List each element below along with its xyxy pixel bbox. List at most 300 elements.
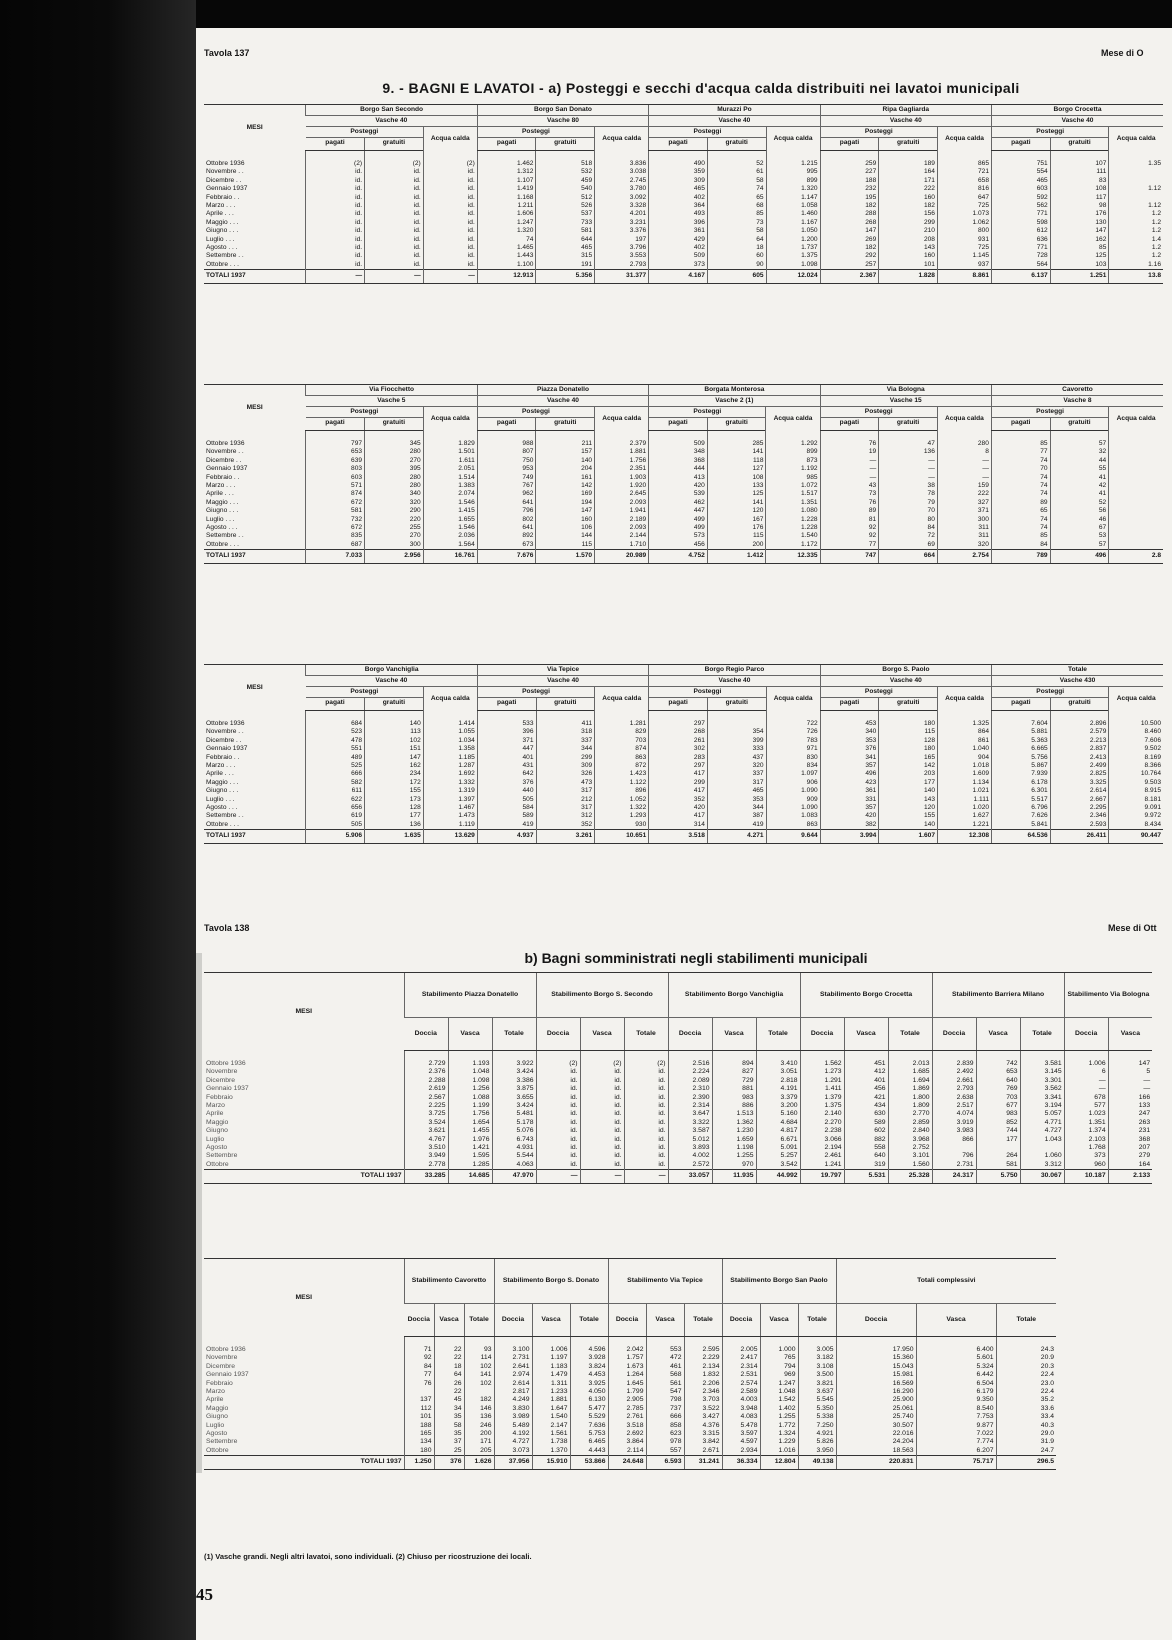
- total-cell: 2.367: [820, 270, 879, 283]
- table-row: [204, 804, 1163, 812]
- value-cell: 906: [766, 779, 820, 787]
- vasca-header: Vasca: [434, 1304, 464, 1337]
- vasca-header: Vasca: [532, 1304, 570, 1337]
- value-cell: 108: [707, 474, 766, 482]
- value-cell: 5.544: [492, 1152, 536, 1160]
- value-cell: 644: [536, 236, 595, 244]
- value-cell: 1.072: [766, 482, 820, 490]
- table-row: [204, 1430, 1056, 1438]
- total-cell: 3.994: [820, 830, 879, 843]
- value-cell: 26: [434, 1380, 464, 1388]
- value-cell: 133: [707, 482, 766, 490]
- value-cell: 417: [649, 770, 708, 778]
- value-cell: id.: [536, 1094, 580, 1102]
- value-cell: 751: [992, 151, 1051, 169]
- total-cell: 13.8: [1109, 270, 1163, 283]
- value-cell: 162: [365, 762, 424, 770]
- value-cell: —: [937, 457, 991, 465]
- value-cell: 280: [365, 474, 424, 482]
- value-cell: id.: [365, 219, 424, 227]
- value-cell: 1.020: [938, 804, 992, 812]
- value-cell: 3.647: [668, 1110, 712, 1118]
- value-cell: 9.503: [1109, 779, 1163, 787]
- value-cell: 165: [879, 754, 938, 762]
- totals-label: TOTALI 1937: [204, 550, 306, 563]
- value-cell: 3.922: [492, 1051, 536, 1069]
- table-row: [204, 1094, 1152, 1102]
- value-cell: 1.215: [766, 151, 820, 169]
- value-cell: 285: [707, 431, 766, 449]
- group-header: Piazza Donatello: [477, 385, 648, 396]
- value-cell: 74: [991, 524, 1050, 532]
- total-cell: 4.937: [477, 830, 536, 843]
- table-row: [204, 1354, 1056, 1362]
- value-cell: 45: [434, 1396, 464, 1404]
- value-cell: 2.093: [595, 524, 649, 532]
- value-cell: 102: [464, 1363, 494, 1371]
- value-cell: 84: [404, 1363, 434, 1371]
- month-cell: Novembre: [206, 1068, 238, 1076]
- value-cell: 732: [306, 516, 365, 524]
- value-cell: 1.255: [760, 1413, 798, 1421]
- value-cell: 368: [649, 457, 708, 465]
- value-cell: 456: [844, 1085, 888, 1093]
- value-cell: 53: [1050, 532, 1109, 540]
- value-cell: 25.900: [836, 1396, 916, 1404]
- value-cell: 2.661: [932, 1077, 976, 1085]
- tavola-137-month-label: Mese di O: [1101, 48, 1144, 58]
- doccia-header: Doccia: [404, 1018, 448, 1051]
- value-cell: 8: [937, 448, 991, 456]
- value-cell: 160: [879, 252, 938, 260]
- value-cell: 3.864: [608, 1438, 646, 1446]
- vasca-header: Vasca: [580, 1018, 624, 1051]
- posteggi-header: Posteggi: [649, 127, 766, 138]
- value-cell: 4.771: [1020, 1119, 1064, 1127]
- value-cell: 2.745: [595, 177, 649, 185]
- value-cell: 2.390: [668, 1094, 712, 1102]
- month-cell: Febbraio: [206, 1379, 233, 1387]
- table-row: [204, 1380, 1056, 1388]
- month-cell: Dicembre . .: [206, 456, 242, 464]
- value-cell: 830: [766, 754, 820, 762]
- table-row: [204, 1152, 1152, 1160]
- value-cell: 5.517: [992, 796, 1051, 804]
- value-cell: 115: [879, 728, 938, 736]
- value-cell: id.: [306, 227, 365, 235]
- value-cell: 7.606: [1109, 737, 1163, 745]
- value-cell: 1.2: [1109, 210, 1163, 218]
- value-cell: 128: [365, 804, 424, 812]
- value-cell: 1.606: [477, 210, 536, 218]
- value-cell: 326: [536, 770, 595, 778]
- value-cell: 2.567: [404, 1094, 448, 1102]
- value-cell: 361: [649, 227, 708, 235]
- value-cell: 6.442: [916, 1371, 996, 1379]
- value-cell: 159: [937, 482, 991, 490]
- value-cell: 3.836: [595, 151, 649, 169]
- table-row: [204, 1396, 1056, 1404]
- value-cell: 611: [306, 787, 365, 795]
- value-cell: id.: [423, 210, 477, 218]
- month-cell: Dicembre: [206, 1362, 236, 1370]
- value-cell: 4.191: [756, 1085, 800, 1093]
- value-cell: 352: [536, 821, 595, 830]
- value-cell: id.: [536, 1110, 580, 1118]
- pagati-header: pagati: [649, 698, 708, 711]
- value-cell: 1.374: [1064, 1127, 1108, 1135]
- gratuiti-header: gratuiti: [365, 698, 424, 711]
- value-cell: 32: [1050, 448, 1109, 456]
- value-cell: 1.397: [423, 796, 477, 804]
- value-cell: 5.363: [992, 737, 1051, 745]
- value-cell: 5.481: [492, 1110, 536, 1118]
- table-row: [204, 219, 1163, 227]
- gratuiti-header: gratuiti: [536, 418, 595, 431]
- value-cell: 3.200: [756, 1102, 800, 1110]
- value-cell: 562: [992, 202, 1051, 210]
- value-cell: 1.048: [760, 1388, 798, 1396]
- value-cell: 1.043: [1020, 1136, 1064, 1144]
- table-row: [204, 779, 1163, 787]
- totale-header: Totale: [756, 1018, 800, 1051]
- gratuiti-header: gratuiti: [879, 138, 938, 151]
- value-cell: 1.514: [423, 474, 477, 482]
- value-cell: id.: [580, 1102, 624, 1110]
- month-cell: Ottobre: [206, 1446, 229, 1454]
- value-cell: 371: [937, 507, 991, 515]
- value-cell: 76: [404, 1380, 434, 1388]
- value-cell: 2.314: [668, 1102, 712, 1110]
- value-cell: 582: [306, 779, 365, 787]
- value-cell: 320: [365, 499, 424, 507]
- value-cell: 2.051: [423, 465, 477, 473]
- value-cell: 496: [820, 770, 879, 778]
- value-cell: 85: [1050, 244, 1109, 252]
- value-cell: id.: [624, 1102, 668, 1110]
- total-cell: 8.861: [937, 270, 991, 283]
- value-cell: 1.198: [712, 1144, 756, 1152]
- value-cell: 1.462: [477, 151, 536, 169]
- table-row: [204, 194, 1163, 202]
- total-cell: —: [423, 270, 477, 283]
- value-cell: 84: [991, 541, 1050, 550]
- value-cell: 3.562: [1020, 1085, 1064, 1093]
- value-cell: 270: [365, 457, 424, 465]
- value-cell: id.: [306, 244, 365, 252]
- value-cell: 164: [879, 168, 938, 176]
- value-cell: 2.731: [932, 1161, 976, 1170]
- vasca-header: Vasca: [844, 1018, 888, 1051]
- value-cell: 47: [879, 431, 938, 449]
- value-cell: 77: [820, 541, 879, 550]
- value-cell: 354: [707, 728, 766, 736]
- value-cell: 656: [306, 804, 365, 812]
- month-cell: Agosto: [206, 1144, 228, 1152]
- value-cell: 2.189: [595, 516, 649, 524]
- month-cell: Dicembre . .: [206, 176, 242, 184]
- table-row: [204, 1447, 1056, 1456]
- month-cell: Ottobre . . .: [206, 540, 239, 548]
- value-cell: 5.753: [570, 1430, 608, 1438]
- total-cell: 664: [879, 550, 938, 563]
- table-row: [204, 787, 1163, 795]
- value-cell: 1.12: [1109, 202, 1163, 210]
- table-row: [204, 1110, 1152, 1118]
- value-cell: 2.413: [1050, 754, 1109, 762]
- value-cell: 1.055: [423, 728, 477, 736]
- doccia-header: Doccia: [404, 1304, 434, 1337]
- value-cell: 133: [1108, 1102, 1152, 1110]
- value-cell: 165: [404, 1430, 434, 1438]
- value-cell: 1.402: [760, 1405, 798, 1413]
- month-cell: Giugno: [206, 1127, 228, 1135]
- totale-header: Totale: [996, 1304, 1056, 1337]
- value-cell: 874: [306, 490, 365, 498]
- group-header: Via Bologna: [820, 385, 991, 396]
- value-cell: 1.058: [766, 202, 820, 210]
- month-cell: Novembre . .: [206, 728, 244, 736]
- value-cell: [464, 1388, 494, 1396]
- value-cell: 2.224: [668, 1068, 712, 1076]
- value-cell: 1.423: [595, 770, 649, 778]
- value-cell: 5.350: [798, 1405, 836, 1413]
- value-cell: [1109, 541, 1163, 550]
- value-cell: 1.098: [448, 1077, 492, 1085]
- value-cell: 499: [649, 524, 708, 532]
- value-cell: 297: [649, 762, 708, 770]
- total-cell: 789: [991, 550, 1050, 563]
- value-cell: 352: [649, 796, 708, 804]
- value-cell: 1.351: [766, 499, 820, 507]
- value-cell: 1.285: [448, 1161, 492, 1170]
- doccia-header: Doccia: [1064, 1018, 1108, 1051]
- value-cell: 3.703: [684, 1396, 722, 1404]
- value-cell: 1.517: [766, 490, 820, 498]
- month-cell: Settembre: [206, 1438, 238, 1446]
- value-cell: 3.100: [494, 1337, 532, 1355]
- value-cell: [1109, 524, 1163, 532]
- value-cell: 4.050: [570, 1388, 608, 1396]
- value-cell: 280: [937, 431, 991, 449]
- value-cell: id.: [306, 194, 365, 202]
- value-cell: id.: [306, 177, 365, 185]
- stabilimento-header: Stabilimento Borgo San Paolo: [722, 1259, 836, 1304]
- value-cell: 1.034: [423, 737, 477, 745]
- value-cell: id.: [624, 1085, 668, 1093]
- value-cell: 309: [536, 762, 595, 770]
- value-cell: id.: [365, 227, 424, 235]
- value-cell: 2.140: [800, 1110, 844, 1118]
- value-cell: 1.197: [532, 1354, 570, 1362]
- value-cell: 603: [992, 185, 1051, 193]
- total-cell: 496: [1050, 550, 1109, 563]
- value-cell: 2.692: [608, 1430, 646, 1438]
- gratuiti-header: gratuiti: [707, 698, 766, 711]
- value-cell: 6: [1064, 1068, 1108, 1076]
- value-cell: 2.572: [668, 1161, 712, 1170]
- value-cell: 3.949: [404, 1152, 448, 1160]
- value-cell: 2.837: [1050, 745, 1109, 753]
- value-cell: 499: [649, 516, 708, 524]
- value-cell: id.: [624, 1152, 668, 1160]
- value-cell: 16.569: [836, 1380, 916, 1388]
- value-cell: id.: [306, 252, 365, 260]
- total-cell: 5.531: [844, 1170, 888, 1183]
- total-cell: 44.992: [756, 1170, 800, 1183]
- value-cell: 1.379: [800, 1094, 844, 1102]
- value-cell: 222: [937, 490, 991, 498]
- value-cell: 3.821: [798, 1380, 836, 1388]
- totals-label: TOTALI 1937: [204, 1170, 404, 1183]
- value-cell: id.: [536, 1068, 580, 1076]
- total-cell: 1.828: [879, 270, 938, 283]
- value-cell: 3.830: [494, 1405, 532, 1413]
- value-cell: 5.545: [798, 1396, 836, 1404]
- total-cell: 19.797: [800, 1170, 844, 1183]
- value-cell: 188: [820, 177, 879, 185]
- value-cell: 3.427: [684, 1413, 722, 1421]
- total-cell: 37.956: [494, 1456, 532, 1469]
- value-cell: 1.233: [532, 1388, 570, 1396]
- table-row: [204, 465, 1163, 473]
- value-cell: 371: [477, 737, 536, 745]
- value-cell: 658: [937, 177, 991, 185]
- value-cell: 361: [820, 787, 879, 795]
- value-cell: 74: [991, 490, 1050, 498]
- value-cell: 69: [879, 541, 938, 550]
- month-cell: Aprile . . .: [206, 490, 234, 498]
- value-cell: 1.060: [1020, 1152, 1064, 1160]
- acqua-calda-header: Acqua calda: [1109, 407, 1163, 431]
- totals-row: [204, 1170, 1152, 1183]
- total-cell: 14.685: [448, 1170, 492, 1183]
- value-cell: 1.443: [477, 252, 536, 260]
- value-cell: 673: [477, 541, 536, 550]
- value-cell: 290: [365, 507, 424, 515]
- value-cell: 2.417: [722, 1354, 760, 1362]
- vasche-header: Vasche 40: [820, 676, 991, 687]
- value-cell: 5.489: [494, 1422, 532, 1430]
- table-row: [204, 541, 1163, 550]
- value-cell: 894: [712, 1051, 756, 1069]
- value-cell: 985: [766, 474, 820, 482]
- value-cell: 207: [1108, 1144, 1152, 1152]
- month-cell: Novembre: [206, 1354, 238, 1362]
- value-cell: id.: [624, 1119, 668, 1127]
- value-cell: id.: [306, 202, 365, 210]
- value-cell: 1.513: [712, 1110, 756, 1118]
- vasca-header: Vasca: [760, 1304, 798, 1337]
- vasche-header: Vasche 40: [820, 116, 991, 127]
- value-cell: 57: [1050, 431, 1109, 449]
- value-cell: 420: [649, 482, 708, 490]
- value-cell: 71: [404, 1337, 434, 1355]
- value-cell: 373: [1064, 1152, 1108, 1160]
- value-cell: 72: [879, 532, 938, 540]
- group-header: Via Tepice: [477, 665, 648, 676]
- value-cell: id.: [306, 219, 365, 227]
- value-cell: 20.3: [996, 1363, 1056, 1371]
- bagni-table-1: [204, 1258, 1056, 1470]
- value-cell: 1.256: [448, 1085, 492, 1093]
- table-row: [204, 1068, 1152, 1076]
- value-cell: 144: [536, 532, 595, 540]
- value-cell: [707, 711, 766, 729]
- value-cell: id.: [306, 168, 365, 176]
- table-row: [204, 524, 1163, 532]
- value-cell: 421: [844, 1094, 888, 1102]
- month-cell: Febbraio . .: [206, 473, 240, 481]
- value-cell: 182: [820, 202, 879, 210]
- value-cell: 2.574: [722, 1380, 760, 1388]
- value-cell: 3.919: [932, 1119, 976, 1127]
- value-cell: 1.2: [1109, 244, 1163, 252]
- posteggi-header: Posteggi: [477, 127, 594, 138]
- value-cell: 1.211: [477, 202, 536, 210]
- value-cell: 539: [649, 490, 708, 498]
- value-cell: id.: [624, 1077, 668, 1085]
- value-cell: 15.043: [836, 1363, 916, 1371]
- vasche-header: Vasche 15: [820, 396, 991, 407]
- value-cell: 1.147: [766, 194, 820, 202]
- value-cell: 612: [992, 227, 1051, 235]
- pagati-header: pagati: [306, 138, 365, 151]
- value-cell: id.: [536, 1085, 580, 1093]
- value-cell: 1.080: [766, 507, 820, 515]
- value-cell: 317: [707, 779, 766, 787]
- value-cell: 909: [766, 796, 820, 804]
- month-cell: Luglio: [206, 1135, 225, 1143]
- value-cell: 61: [707, 168, 766, 176]
- pagati-header: pagati: [477, 138, 536, 151]
- value-cell: 101: [879, 261, 938, 270]
- value-cell: 988: [477, 431, 536, 449]
- value-cell: 5.478: [722, 1422, 760, 1430]
- value-cell: 677: [976, 1102, 1020, 1110]
- value-cell: 4.192: [494, 1430, 532, 1438]
- value-cell: 2.270: [800, 1119, 844, 1127]
- value-cell: 22: [434, 1337, 464, 1355]
- gratuiti-header: gratuiti: [365, 418, 424, 431]
- value-cell: 1.228: [766, 516, 820, 524]
- value-cell: 1.228: [766, 524, 820, 532]
- tavola-138-month-label: Mese di Ott: [1108, 923, 1157, 933]
- table-row: [204, 737, 1163, 745]
- vasche-header: Vasche 40: [649, 116, 820, 127]
- value-cell: 1.375: [766, 252, 820, 260]
- value-cell: 2.974: [494, 1371, 532, 1379]
- value-cell: 1.809: [888, 1102, 932, 1110]
- value-cell: 678: [1064, 1094, 1108, 1102]
- value-cell: 2.225: [404, 1102, 448, 1110]
- value-cell: 2.645: [595, 490, 649, 498]
- value-cell: 55: [1050, 465, 1109, 473]
- mesi-header: MESI: [204, 105, 306, 151]
- value-cell: 1.111: [938, 796, 992, 804]
- value-cell: 2.778: [404, 1161, 448, 1170]
- value-cell: 65: [991, 507, 1050, 515]
- value-cell: 197: [595, 236, 649, 244]
- value-cell: id.: [365, 252, 424, 260]
- value-cell: 3.983: [932, 1127, 976, 1135]
- value-cell: 2.042: [608, 1337, 646, 1355]
- value-cell: 115: [536, 541, 595, 550]
- value-cell: 742: [976, 1051, 1020, 1069]
- value-cell: 547: [646, 1388, 684, 1396]
- table-row: [204, 448, 1163, 456]
- value-cell: 182: [879, 202, 938, 210]
